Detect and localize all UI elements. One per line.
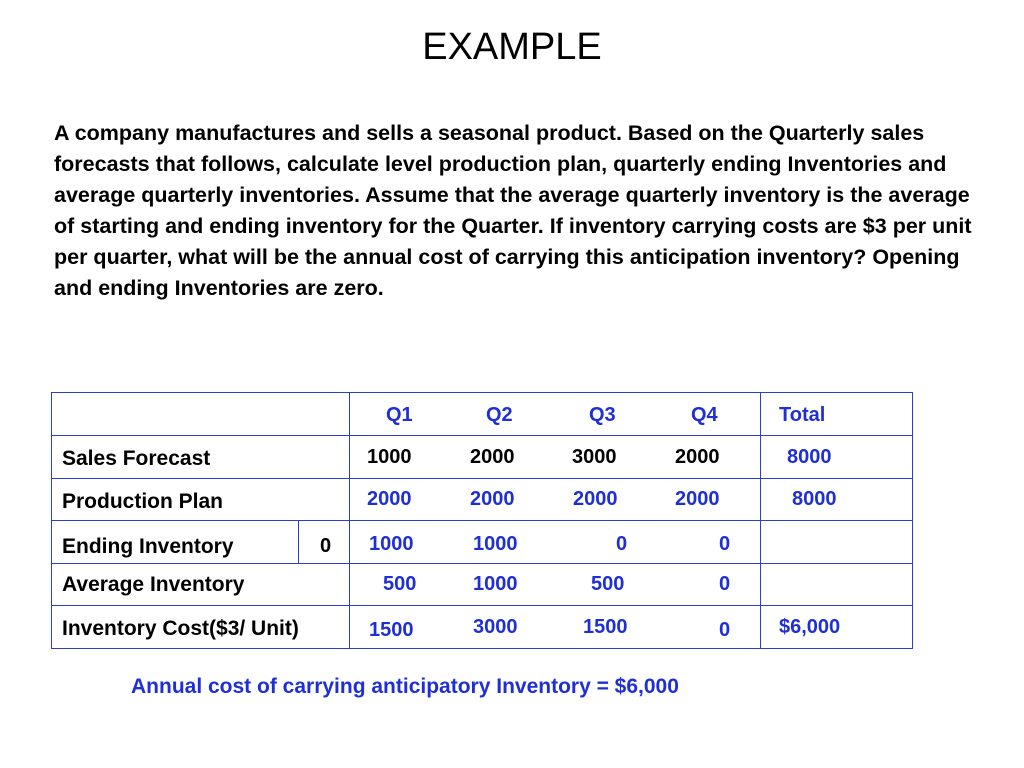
production-plan-total: 8000 <box>792 488 837 510</box>
inventory-table <box>51 392 913 649</box>
sales-forecast-q3: 3000 <box>572 446 617 468</box>
ending-inventory-q4: 0 <box>719 533 731 555</box>
sales-forecast-q2: 2000 <box>470 446 515 468</box>
header-q3: Q3 <box>589 404 616 426</box>
sales-forecast-q1: 1000 <box>367 446 412 468</box>
row-label-ending-inventory: Ending Inventory <box>62 535 234 558</box>
opening-inventory: 0 <box>320 535 332 557</box>
annual-cost-summary: Annual cost of carrying anticipatory Inventory = $6,000 <box>131 675 679 698</box>
row-divider <box>52 520 912 521</box>
header-q2: Q2 <box>486 404 513 426</box>
row-divider <box>52 605 912 606</box>
ending-inventory-q2: 1000 <box>473 533 518 555</box>
row-label-inventory-cost: Inventory Cost($3/ Unit) <box>62 617 299 640</box>
header-total: Total <box>779 404 826 426</box>
row-divider <box>52 563 912 564</box>
row-label-production-plan: Production Plan <box>62 490 224 513</box>
average-inventory-q1: 500 <box>383 573 417 595</box>
ending-inventory-q3: 0 <box>616 533 628 555</box>
average-inventory-q4: 0 <box>719 573 731 595</box>
average-inventory-q3: 500 <box>591 573 625 595</box>
inventory-cost-q1: 1500 <box>369 619 414 641</box>
average-inventory-q2: 1000 <box>473 573 518 595</box>
inventory-cost-q3: 1500 <box>583 616 628 638</box>
ending-inventory-q1: 1000 <box>369 533 414 555</box>
opening-divider <box>298 520 299 563</box>
header-q1: Q1 <box>386 404 413 426</box>
column-divider <box>349 393 350 648</box>
row-divider <box>52 478 912 479</box>
sales-forecast-total: 8000 <box>787 446 832 468</box>
inventory-cost-q4: 0 <box>719 619 731 641</box>
slide-title: EXAMPLE <box>422 26 602 68</box>
row-divider <box>52 435 912 436</box>
production-plan-q4: 2000 <box>675 488 720 510</box>
production-plan-q3: 2000 <box>573 488 618 510</box>
production-plan-q2: 2000 <box>470 488 515 510</box>
row-label-average-inventory: Average Inventory <box>62 573 245 596</box>
inventory-cost-q2: 3000 <box>473 616 518 638</box>
production-plan-q1: 2000 <box>367 488 412 510</box>
row-label-sales-forecast: Sales Forecast <box>62 447 211 470</box>
inventory-cost-total: $6,000 <box>779 616 841 638</box>
sales-forecast-q4: 2000 <box>675 446 720 468</box>
problem-statement: A company manufactures and sells a seasonal product. Based on the Quarterly sales forecasts that follows, calculate level production plan, quarterly ending Inventories and average quarterly inventories. Assume that the average quarterly inventory is the average of starting and ending inventory for the Quarter. If inventory carrying costs are $3 per unit per quarter, what will be the annual cost of carrying this anticipation inventory? Opening and ending Inventories are zero. <box>54 121 972 300</box>
header-q4: Q4 <box>691 404 718 426</box>
column-divider <box>760 393 761 648</box>
